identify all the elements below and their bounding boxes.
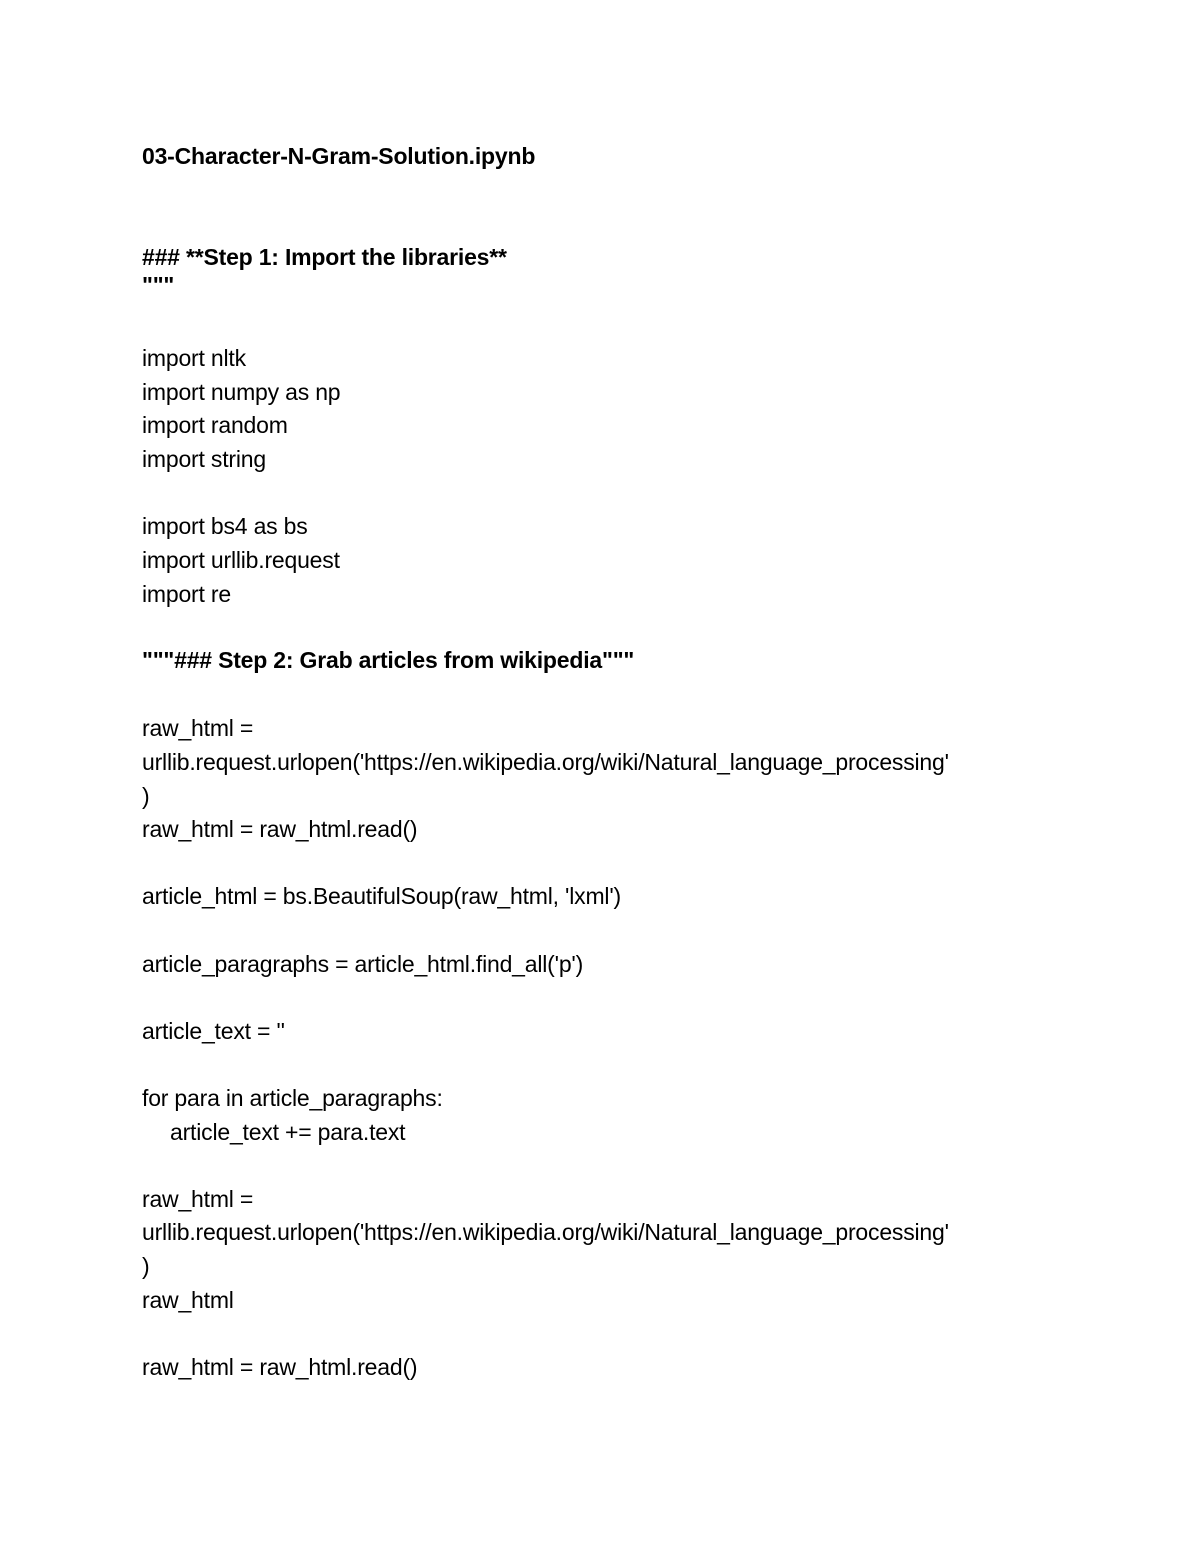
code-line-raw-html-assign: raw_html = (142, 715, 254, 741)
code-line-urlopen-2: urllib.request.urlopen('https://en.wikipedia.org/wiki/Natural_language_processing' (142, 1219, 949, 1245)
code-line-for-loop: for para in article_paragraphs: (142, 1085, 443, 1111)
step2-heading: """### Step 2: Grab articles from wikipedia""" (142, 647, 635, 673)
step1-docstring-close: """ (142, 272, 175, 298)
code-line-close-paren-2: ) (142, 1253, 150, 1279)
code-line-find-all: article_paragraphs = article_html.find_all('p') (142, 951, 584, 977)
step1-heading: ### **Step 1: Import the libraries** (142, 244, 507, 270)
code-line-urlopen: urllib.request.urlopen('https://en.wikipedia.org/wiki/Natural_language_processing' (142, 749, 949, 775)
code-line-loop-body: article_text += para.text (170, 1119, 406, 1145)
code-line-raw-html-read-2: raw_html = raw_html.read() (142, 1354, 418, 1380)
code-line-raw-html-expr: raw_html (142, 1287, 234, 1313)
document-title: 03-Character-N-Gram-Solution.ipynb (142, 143, 536, 169)
document-page (142, 0, 1102, 1553)
code-line-import-string: import string (142, 446, 266, 472)
code-line-article-text-init: article_text = '' (142, 1018, 285, 1044)
code-line-import-re: import re (142, 581, 231, 607)
code-line-import-nltk: import nltk (142, 345, 246, 371)
code-line-raw-html-assign-2: raw_html = (142, 1186, 254, 1212)
code-line-raw-html-read: raw_html = raw_html.read() (142, 816, 418, 842)
code-line-import-bs4: import bs4 as bs (142, 513, 308, 539)
code-line-beautifulsoup: article_html = bs.BeautifulSoup(raw_html, 'lxml') (142, 883, 621, 909)
code-line-import-urllib: import urllib.request (142, 547, 340, 573)
code-line-import-random: import random (142, 412, 288, 438)
code-line-import-numpy: import numpy as np (142, 379, 341, 405)
code-line-close-paren: ) (142, 783, 150, 809)
